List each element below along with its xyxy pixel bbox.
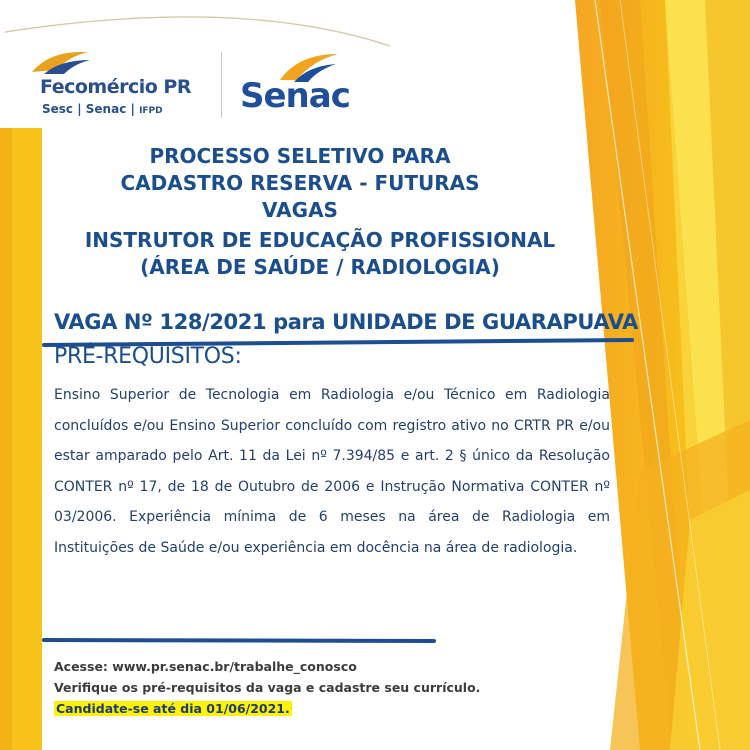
text-underline [44, 640, 434, 641]
footer-info [54, 656, 480, 719]
prerequisites-heading: PRÉ-REQUISITOS: [54, 344, 242, 369]
logo-divider [221, 52, 222, 118]
position-line-2: (ÁREA DE SAÚDE / RADIOLOGIA) [140, 255, 500, 279]
senac-wordmark: Senac [240, 76, 350, 116]
fecomercio-logo [28, 46, 208, 126]
swoosh-icon [30, 46, 100, 76]
fecomercio-wordmark: Fecomércio PR [40, 76, 191, 98]
prerequisites-text: Ensino Superior de Tecnologia em Radiologia e/ou Técnico em Radiologia concluídos e/ou Ensino Superior concluído com registro ativo no CRTR PR e/ou estar amparado pelo Art. 11 da Lei nº 7.394/85 e art. 2 § único da Resolução CONTER nº 17, de 18 de Outubro de 2006 e Instrução Normativa CONTER nº 03/2006. Experiência mínima de 6 meses na área de Radiologia em Instituições de Saúde e/ou experiência em docência na área de radiologia. [54, 387, 610, 556]
title-line-1: PROCESSO SELETIVO PARA [149, 144, 451, 168]
access-link-text: Acesse: www.pr.senac.br/trabalhe_conosco [54, 659, 357, 674]
fecomercio-sublabel: Sesc | Senac | IFPD [42, 102, 163, 116]
senac-logo [240, 48, 360, 118]
title-line-2: CADASTRO RESERVA - FUTURAS VAGAS [120, 171, 480, 222]
process-title [80, 143, 520, 224]
position-line-1: INSTRUTOR DE EDUCAÇÃO PROFISSIONAL [84, 228, 556, 252]
verify-text: Verifique os pré-requisitos da vaga e cadastre seu currículo. [54, 680, 481, 695]
deadline-highlight: Candidate-se até dia 01/06/2021. [56, 701, 290, 716]
vaga-heading: VAGA Nº 128/2021 para UNIDADE DE GUARAPUAVA [54, 310, 639, 334]
position-title [80, 227, 560, 281]
